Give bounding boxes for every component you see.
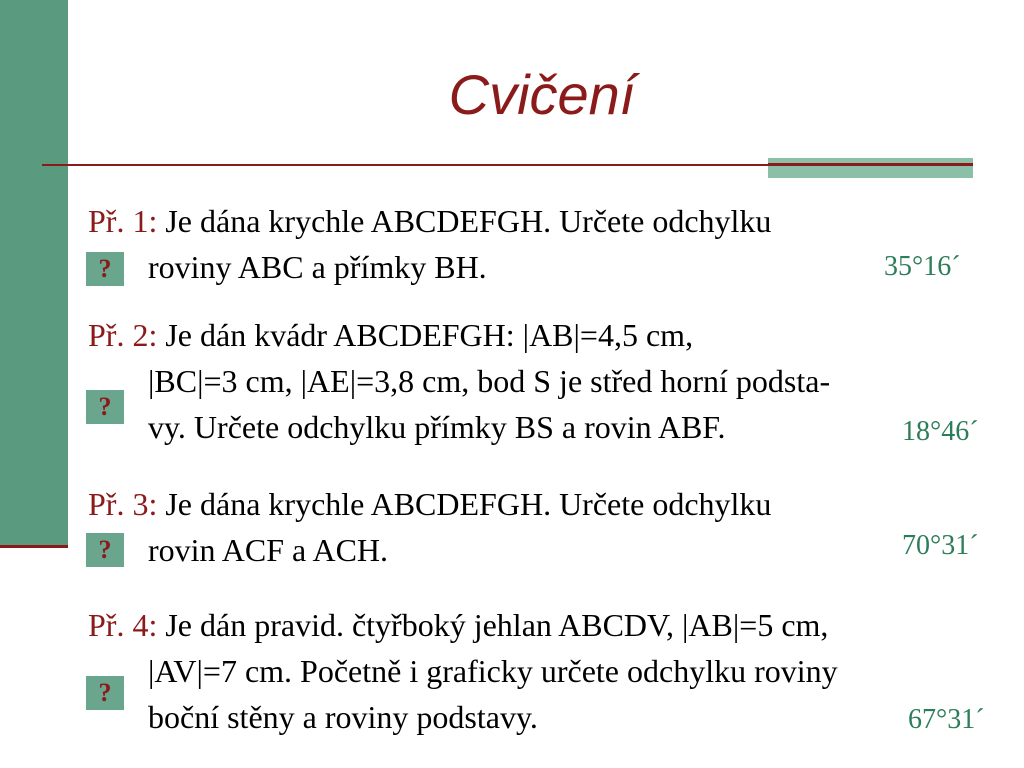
left-bar-underline xyxy=(0,545,68,548)
exercise-1 xyxy=(88,198,771,290)
exercise-2-line-2: |BC|=3 cm, |AE|=3,8 cm, bod S je střed horní podsta- xyxy=(148,363,831,399)
exercise-4 xyxy=(88,602,838,740)
exercise-1-line-1: Je dána krychle ABCDEFGH. Určete odchylku xyxy=(165,203,772,239)
exercise-2-answer: 18°46´ xyxy=(902,416,979,447)
exercise-1-line-2: roviny ABC a přímky BH. xyxy=(148,249,487,285)
exercise-4-line-1: Je dán pravid. čtyřboký jehlan ABCDV, |AB|=5 cm, xyxy=(165,607,829,643)
exercise-3-answer: 70°31´ xyxy=(902,530,979,561)
exercise-4-reveal-button[interactable]: ? xyxy=(86,676,124,710)
exercise-3-line-2: rovin ACF a ACH. xyxy=(148,532,389,568)
exercise-4-line-2: |AV|=7 cm. Početně i graficky určete odchylku roviny xyxy=(148,653,838,689)
exercise-1-label: Př. 1: xyxy=(88,203,158,239)
exercise-4-label: Př. 4: xyxy=(88,607,158,643)
exercise-1-answer: 35°16´ xyxy=(884,251,961,282)
exercise-2-line-1: Je dán kvádr ABCDEFGH: |AB|=4,5 cm, xyxy=(165,317,694,353)
slide-title: Cvičení xyxy=(448,63,636,126)
exercise-3 xyxy=(88,481,771,573)
exercise-2-line-3: vy. Určete odchylku přímky BS a rovin ABF. xyxy=(148,409,726,445)
exercise-4-line-3: boční stěny a roviny podstavy. xyxy=(148,699,538,735)
exercise-2-reveal-button[interactable]: ? xyxy=(86,390,124,424)
exercise-1-reveal-button[interactable]: ? xyxy=(86,252,124,286)
exercise-2 xyxy=(88,312,830,450)
exercise-4-answer: 67°31´ xyxy=(908,704,985,735)
exercise-3-reveal-button[interactable]: ? xyxy=(86,533,124,567)
divider-accent-line xyxy=(768,163,973,166)
exercise-3-line-1: Je dána krychle ABCDEFGH. Určete odchylku xyxy=(165,486,772,522)
exercise-2-label: Př. 2: xyxy=(88,317,158,353)
exercise-3-label: Př. 3: xyxy=(88,486,158,522)
divider-accent-block xyxy=(768,158,973,178)
